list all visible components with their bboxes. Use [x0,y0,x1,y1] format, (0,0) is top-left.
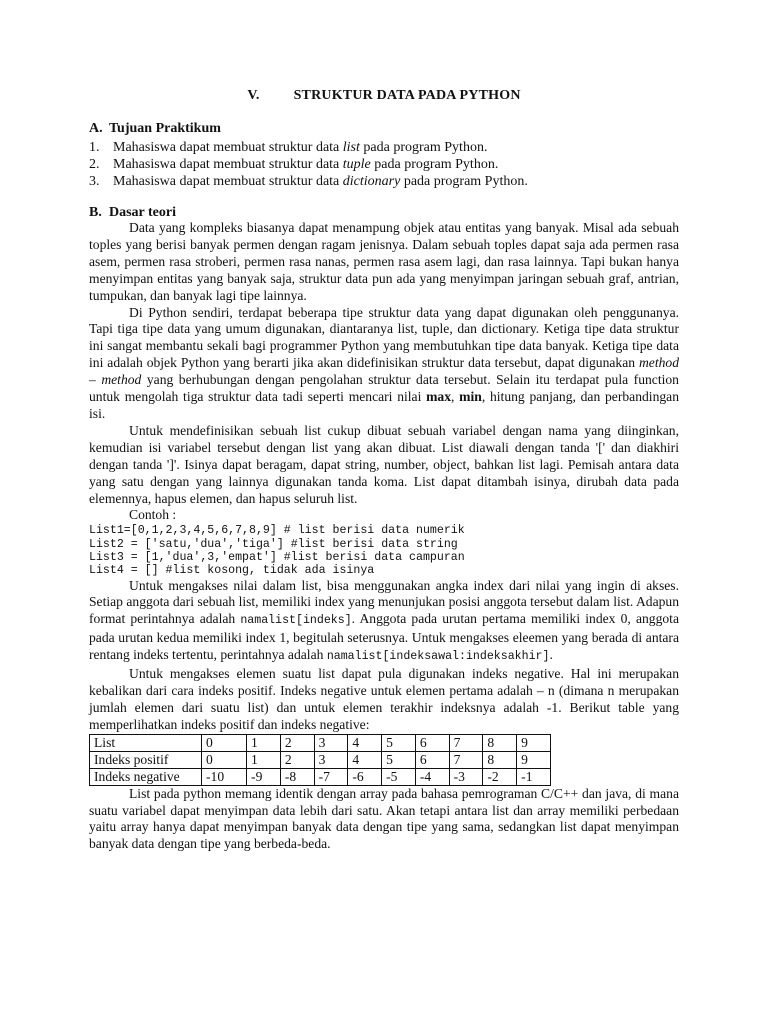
section-b-heading [89,205,176,221]
table-cell: -1 [517,768,551,785]
table-cell: 7 [449,734,483,751]
table-cell: 7 [449,751,483,768]
list-item-text: Mahasiswa dapat membuat struktur data list pada program Python. [113,140,488,155]
chapter-title [89,88,679,104]
table-cell: 3 [314,734,348,751]
table-cell: 2 [280,734,314,751]
list-item-text: Mahasiswa dapat membuat struktur data dictionary pada program Python. [113,174,528,189]
table-cell: -3 [449,768,483,785]
goals-list [89,139,528,190]
table-cell: -4 [415,768,449,785]
table-cell: 8 [483,751,517,768]
table-row [90,734,551,751]
table-cell: 0 [202,734,247,751]
paragraph-list-vs-array: List pada python memang identik dengan array pada bahasa pemrograman C/C++ dan java, di mana suatu variabel dapat menyimpan data lebih dari satu. Akan tetapi antara list dan array memiliki perbedaan yaitu array hanya dapat menyimpan banyak data dengan tipe yang sama, sedangkan list dapat menyimpan banyak data dengan tipe yang berbeda-beda. [89,785,679,852]
section-a-heading [89,121,221,137]
paragraph-negative-index: Untuk mengakses elemen suatu list dapat pula digunakan indeks negative. Hal ini merupakan kebalikan dari cara indeks positif. Indeks negative untuk elemen pertama adalah – n (dimana n merupakan jumlah elemen dari suatu list) dan untuk elemen terakhir indeksnya adalah -1. Berikut table yang memperlihatkan indeks positif dan indeks negative: [89,666,679,732]
list-item-number: 3. [89,174,100,189]
table-cell: 6 [415,751,449,768]
table-cell: -2 [483,768,517,785]
chapter-number: V. [247,88,260,103]
section-b-body [89,220,679,853]
table-cell: 6 [415,734,449,751]
table-cell: 1 [247,751,281,768]
inline-code: namalist[indeksawal:indeksakhir] [326,650,550,664]
table-cell: -8 [280,768,314,785]
table-row [90,768,551,785]
table-cell: 9 [517,734,551,751]
list-item-number: 1. [89,140,100,155]
list-item [89,156,528,173]
section-b-title: Dasar teori [109,205,176,220]
table-cell: -10 [202,768,247,785]
table-cell: 8 [483,734,517,751]
table-row-header: List [90,734,202,751]
table-cell: -7 [314,768,348,785]
table-cell: 0 [202,751,247,768]
chapter-title-text: STRUKTUR DATA PADA PYTHON [293,88,521,103]
table-cell: -9 [247,768,281,785]
table-row [90,751,551,768]
code-line: List2 = ['satu,'dua','tiga'] #list berisi data string [89,537,458,551]
paragraph-access-list: Untuk mengakses nilai dalam list, bisa menggunakan angka index dari nilai yang ingin di akses. Setiap anggota dari sebuah list, memiliki index yang menunjukan posisi anggota tersebut dalam list. Adapun format perintahnya adalah namalist[indeks]. Anggota pada urutan pertama memiliki index 0, anggota pada urutan kedua memiliki index 1, begitulah seterusnya. Untuk mengakses eleemen yang berada di antara rentang indeks tertentu, perintahnya adalah namalist[indeksawal:indeksakhir]. [89,577,679,664]
table-row-header: Indeks positif [90,751,202,768]
table-cell: 3 [314,751,348,768]
table-cell: 5 [382,751,416,768]
list-item [89,139,528,156]
table-cell: -5 [382,768,416,785]
code-line: List3 = [1,'dua',3,'empat'] #list berisi data campuran [89,550,465,564]
table-cell: 2 [280,751,314,768]
table-row-header: Indeks negative [90,768,202,785]
table-cell: 9 [517,751,551,768]
paragraph-define-list: Untuk mendefinisikan sebuah list cukup dibuat sebuah variabel dengan nama yang diinginkan, kemudian isi variabel tersebut dengan list yang akan dibuat. List diawali dengan tanda '[' dan diakhiri dengan tanda ']'. Isinya dapat beragam, dapat string, number, object, bahkan list lagi. Pemisah antara data yang satu dengan yang lainnya digunakan tanda koma. List dapat ditambah isinya, dirubah data pada elemennya, hapus elemen, dan hapus seluruh list. [89,422,679,506]
section-a-title: Tujuan Praktikum [109,121,221,136]
inline-code: namalist[indeks] [240,614,352,628]
list-item-number: 2. [89,157,100,172]
table-cell: 4 [348,751,382,768]
table-cell: 1 [247,734,281,751]
example-label: Contoh : [129,507,177,523]
code-line: List4 = [] #list kosong, tidak ada isinya [89,564,375,578]
table-cell: 4 [348,734,382,751]
table-cell: -6 [348,768,382,785]
section-a-label: A. [89,121,103,136]
code-block [89,524,679,577]
list-item [89,173,528,190]
index-table [89,734,551,786]
list-item-text: Mahasiswa dapat membuat struktur data tuple pada program Python. [113,157,499,172]
paragraph-python-types: Di Python sendiri, terdapat beberapa tipe struktur data yang dapat digunakan oleh penggunanya. Tapi tiga tipe data yang umum digunakan, diantaranya list, tuple, dan dictionary. Ketiga tipe data struktur ini sangat membantu sekali bagi programmer Python yang membutuhkan tipe data banyak. Ketiga tipe data ini adalah objek Python yang berarti jika akan didefinisikan struktur data tersebut, dapat digunakan method – method yang berhubungan dengan pengolahan struktur data tersebut. Selain itu terdapat pula function untuk mengolah tiga struktur data tadi seperti mencari nilai max, min, hitung panjang, dan perbandingan isi. [89,304,679,421]
table-cell: 5 [382,734,416,751]
code-line: List1=[0,1,2,3,4,5,6,7,8,9] # list berisi data numerik [89,524,465,538]
paragraph-intro: Data yang kompleks biasanya dapat menampung objek atau entitas yang banyak. Misal ada sebuah toples yang berisi banyak permen dengan ragam jenisnya. Dalam sebuah toples dapat saja ada permen rasa asem, permen rasa stroberi, permen rasa nanas, permen rasa asem lagi, dan rasa lainnya. Tapi bukan hanya menyimpan entitas yang banyak saja, struktur data pun ada yang menyimpan jaringan sebuah graf, antrian, tumpukan, dan banyak lagi tipe lainnya. [89,220,679,303]
section-b-label: B. [89,205,102,220]
